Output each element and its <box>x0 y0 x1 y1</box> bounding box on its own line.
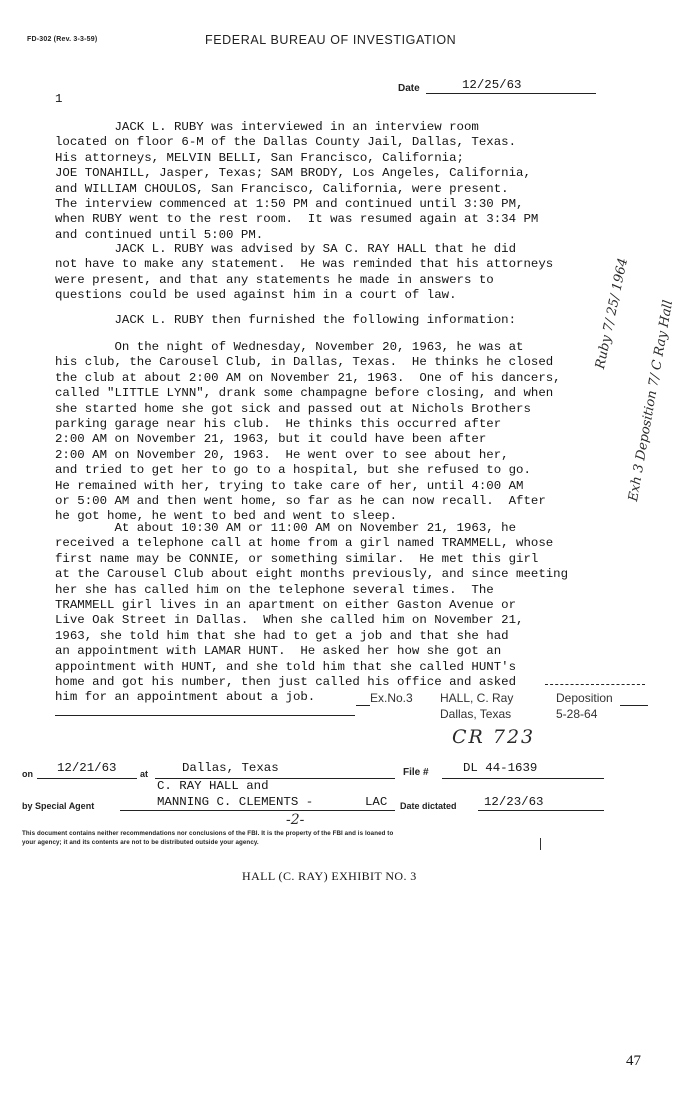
margin-note-2: Exh 3 Deposition 7/ C Ray Hall <box>626 298 677 503</box>
agent-1: C. RAY HALL and <box>157 779 269 793</box>
disclaimer-line-2: your agency; it and its contents are not to be distributed outside your agency. <box>22 839 259 846</box>
text-line: His attorneys, MELVIN BELLI, San Francisco, California; <box>55 150 464 165</box>
page-number: 47 <box>626 1053 641 1069</box>
paragraph-4 <box>55 340 625 525</box>
text-line: At about 10:30 AM or 11:00 AM on November 21, 1963, he <box>55 521 517 535</box>
text-line: On the night of Wednesday, November 20, 1963, he was at <box>55 340 524 354</box>
date-label: Date <box>398 83 420 94</box>
text-line: The interview commenced at 1:50 PM and continued until 3:30 PM, <box>55 197 524 212</box>
disclaimer-line-1: This document contains neither recommendations nor conclusions of the FBI. It is the property of the FBI and is loaned to <box>22 830 394 837</box>
on-label: on <box>22 769 33 779</box>
text-line: the club at about 2:00 AM on November 21, 1963. One of his dancers, <box>55 370 561 385</box>
file-label: File # <box>403 767 429 778</box>
stamp-line-top <box>545 684 645 685</box>
exhibit-caption: HALL (C. RAY) EXHIBIT NO. 3 <box>242 869 417 883</box>
page-marker: 1 <box>55 92 63 106</box>
text-line: an appointment with LAMAR HUNT. He asked her how she got an <box>55 644 502 659</box>
text-line: when RUBY went to the rest room. It was resumed again at 3:34 PM <box>55 212 539 227</box>
text-line: Live Oak Street in Dallas. When she called him on November 21, <box>55 613 524 628</box>
place: Dallas, Texas <box>182 761 279 775</box>
text-line: and WILLIAM CHOULOS, San Francisco, California, were present. <box>55 181 509 196</box>
initials: LAC <box>365 795 388 809</box>
dictated-date: 12/23/63 <box>484 795 544 809</box>
stamp-line-left <box>55 715 355 716</box>
text-line: JACK L. RUBY was interviewed in an interview room <box>55 120 479 134</box>
text-line: questions could be used against him in a court of law. <box>55 288 457 303</box>
text-line: JACK L. RUBY then furnished the following information: <box>55 313 517 327</box>
text-line: called "LITTLE LYNN", drank some champagne before closing, and when <box>55 386 554 401</box>
text-line: JACK L. RUBY was advised by SA C. RAY HALL that he did <box>55 242 517 256</box>
stamp-location: Dallas, Texas <box>440 707 512 721</box>
paragraph-1 <box>55 120 625 243</box>
text-line: she started home she got sick and passed out at Nichols Brothers <box>55 401 531 416</box>
text-line: 1963, she told him that she had to get a job and that she had <box>55 628 509 643</box>
agency-title: FEDERAL BUREAU OF INVESTIGATION <box>205 33 457 47</box>
dictated-underline <box>478 810 604 811</box>
text-line: at the Carousel Club about eight months previously, and since meeting <box>55 567 569 582</box>
paragraph-3 <box>55 313 625 328</box>
agent-underline <box>120 810 395 811</box>
text-line: parking garage near his club. He thinks this occurred after <box>55 417 502 432</box>
text-line: were present, and that any statements he made in answers to <box>55 272 494 287</box>
date-value: 12/25/63 <box>462 78 522 92</box>
by-label: by Special Agent <box>22 801 95 811</box>
stamp-witness: HALL, C. Ray <box>440 691 514 705</box>
text-line: her she has called him on the telephone several times. The <box>55 582 494 597</box>
date-underline <box>426 93 596 94</box>
at-label: at <box>140 769 149 779</box>
stamp-exhibit-ref: Ex.No.3 <box>370 691 413 705</box>
text-line: TRAMMELL girl lives in an apartment on either Gaston Avenue or <box>55 598 517 613</box>
paragraph-5 <box>55 521 625 706</box>
text-line: first name may be CONNIE, or something similar. He met this girl <box>55 551 539 566</box>
text-line: He remained with her, trying to take care of her, until 4:00 AM <box>55 478 524 493</box>
disclaimer-mark <box>540 838 541 850</box>
text-line: his club, the Carousel Club, in Dallas, Texas. He thinks he closed <box>55 355 554 370</box>
text-line: him for an appointment about a job. <box>55 690 316 705</box>
text-line: or 5:00 AM and then went home, so far as he can now recall. After <box>55 494 546 509</box>
stamp-deposition-label: Deposition <box>556 691 613 705</box>
interview-date: 12/21/63 <box>57 761 117 775</box>
paragraph-2 <box>55 242 625 304</box>
file-underline <box>442 778 604 779</box>
form-number: FD-302 (Rev. 3-3-59) <box>27 36 98 43</box>
text-line: located on floor 6-M of the Dallas County Jail, Dallas, Texas. <box>55 135 517 150</box>
on-underline <box>37 778 137 779</box>
cr-number: CR 723 <box>452 726 536 748</box>
text-line: and tried to get her to go to a hospital, but she refused to go. <box>55 463 531 478</box>
stamp-line-short <box>356 705 370 706</box>
margin-note-1: Ruby 7/ 25/ 1964 <box>592 256 632 371</box>
file-number: DL 44-1639 <box>463 761 538 775</box>
page-dash: -2- <box>286 812 305 828</box>
text-line: not have to make any statement. He was reminded that his attorneys <box>55 257 554 272</box>
dictated-label: Date dictated <box>400 801 457 811</box>
text-line: 2:00 AM on November 20, 1963. He went over to see about her, <box>55 447 509 462</box>
text-line: and continued until 5:00 PM. <box>55 227 264 242</box>
agent-2: MANNING C. CLEMENTS - <box>157 795 314 809</box>
text-line: home and got his number, then just called his office and asked <box>55 675 517 690</box>
stamp-line-right <box>620 705 648 706</box>
text-line: appointment with HUNT, and she told him that she called HUNT's <box>55 659 517 674</box>
text-line: JOE TONAHILL, Jasper, Texas; SAM BRODY, Los Angeles, California, <box>55 166 531 181</box>
text-line: he got home, he went to bed and went to sleep. <box>55 509 398 524</box>
stamp-deposition-date: 5-28-64 <box>556 707 598 721</box>
text-line: received a telephone call at home from a girl named TRAMMELL, whose <box>55 536 554 551</box>
text-line: 2:00 AM on November 21, 1963, but it could have been after <box>55 432 487 447</box>
